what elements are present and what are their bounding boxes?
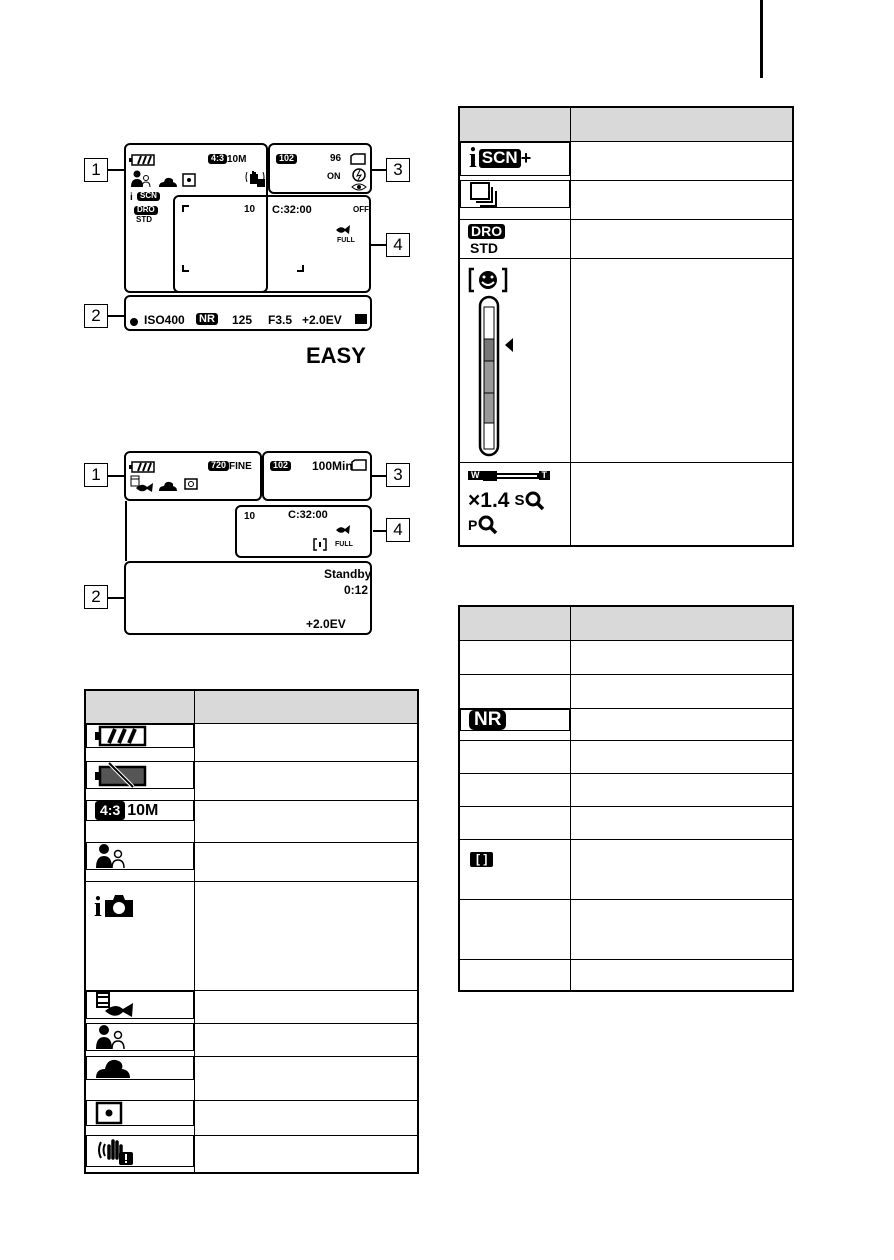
self-timer-text: 10 xyxy=(244,511,256,522)
landscape-icon xyxy=(158,480,178,492)
callout-4: 4 xyxy=(386,233,410,257)
table-row xyxy=(85,723,418,761)
folder-badge: 102 xyxy=(276,154,297,164)
landscape-icon xyxy=(95,1057,131,1079)
shots-text: 96 xyxy=(330,153,342,164)
table-row xyxy=(459,839,793,899)
face-off-text: OFF xyxy=(353,205,369,214)
nr-badge: NR xyxy=(196,313,218,325)
zoom-track xyxy=(497,473,539,479)
table-row xyxy=(459,674,793,708)
memory-card-icon xyxy=(351,459,367,471)
standby-text: Standby xyxy=(324,567,372,581)
full-text: FULL xyxy=(335,541,353,548)
red-eye-icon xyxy=(351,182,367,192)
face-scene-icon xyxy=(130,170,152,188)
ev-text: +2.0EV xyxy=(306,617,346,631)
table-row xyxy=(85,1056,418,1100)
image-size-text: 10M xyxy=(227,154,247,165)
aspect-badge: 4:3 xyxy=(95,801,125,820)
magnifier-icon xyxy=(525,491,545,511)
callout-1: 1 xyxy=(84,158,108,182)
table-row xyxy=(85,990,418,1023)
battery-icon xyxy=(95,725,147,747)
callout-leader xyxy=(373,530,386,532)
table-row xyxy=(459,462,793,546)
af-frame-icon xyxy=(313,538,327,551)
memory-card-icon xyxy=(350,153,366,165)
callout-2: 2 xyxy=(84,304,108,328)
metering-multi-icon xyxy=(184,478,198,490)
magnifier-icon xyxy=(478,515,498,535)
dro-sub-text: STD xyxy=(470,239,498,256)
metering-icon xyxy=(355,314,367,324)
callout-3: 3 xyxy=(386,158,410,182)
callout-leader xyxy=(108,315,124,317)
underwater-icon xyxy=(335,222,351,236)
image-size-text: 10M xyxy=(127,801,159,819)
superior-auto-letter: i xyxy=(469,142,477,174)
table-header xyxy=(459,606,793,640)
shake-warning-icon xyxy=(244,168,266,188)
zoom-w-label: W xyxy=(468,471,483,481)
table-row xyxy=(85,1135,418,1173)
face-scene-icon xyxy=(95,843,127,869)
precision-zoom-letter: P xyxy=(468,516,478,533)
zoom-bar xyxy=(468,469,570,483)
spot-metering-icon xyxy=(182,173,196,187)
area-1-edge xyxy=(125,501,127,561)
left-indicator-table xyxy=(84,689,419,1174)
iso-text: ISO400 xyxy=(144,313,185,327)
table-row xyxy=(459,806,793,839)
dro-badge: DRO xyxy=(134,206,158,215)
table-row xyxy=(459,740,793,773)
movie-underwater-icon xyxy=(130,475,154,493)
callout-leader xyxy=(108,475,124,477)
table-row xyxy=(85,881,418,990)
af-frame-corner xyxy=(297,265,304,272)
dro-badge: DRO xyxy=(468,224,505,239)
battery-icon xyxy=(129,461,155,473)
quality-text: FINE xyxy=(229,461,252,472)
table-row xyxy=(459,773,793,806)
page-edge-line xyxy=(760,0,763,78)
burst-icon xyxy=(469,181,499,207)
af-illuminator-text: ON xyxy=(327,171,341,181)
movie-size-badge: 720 xyxy=(208,461,229,471)
intelligent-auto-letter: i xyxy=(94,891,102,923)
zoom-fill xyxy=(483,471,497,481)
underwater-icon xyxy=(335,522,351,536)
af-frame-badge: [ ] xyxy=(470,852,493,867)
callout-leader xyxy=(108,597,124,599)
battery-icon xyxy=(129,154,155,166)
time-text: 0:12 xyxy=(344,583,369,597)
flash-off-icon xyxy=(352,168,366,182)
full-text: FULL xyxy=(337,237,355,244)
nr-badge: NR xyxy=(469,710,506,731)
recordable-text: C:32:00 xyxy=(272,204,312,216)
callout-leader xyxy=(108,169,124,171)
ev-text: +2.0EV xyxy=(302,313,342,327)
table-header xyxy=(85,690,418,723)
callout-leader xyxy=(372,475,386,477)
smile-shutter-icon xyxy=(468,267,538,457)
table-row xyxy=(85,800,418,842)
callout-2: 2 xyxy=(84,585,108,609)
callout-3: 3 xyxy=(386,463,410,487)
movie-underwater-icon xyxy=(95,992,135,1018)
spot-metering-icon xyxy=(95,1101,123,1125)
af-frame-corner xyxy=(182,205,189,212)
rec-time-text: 100Min xyxy=(312,459,353,473)
easy-label: EASY xyxy=(306,343,366,368)
recordable-text: C:32:00 xyxy=(288,509,328,521)
smart-zoom-letter: S xyxy=(514,492,525,509)
iscn-letter: i xyxy=(130,192,133,203)
table-header xyxy=(459,107,793,141)
callout-leader xyxy=(370,244,386,246)
zoom-readout xyxy=(468,489,570,513)
right-indicator-table-bottom xyxy=(458,605,794,992)
callout-4: 4 xyxy=(386,518,410,542)
table-row xyxy=(459,959,793,991)
table-row xyxy=(459,899,793,959)
scn-badge: SCN xyxy=(479,149,521,168)
aspect-ratio-badge: 4:3 xyxy=(208,154,227,164)
table-row xyxy=(459,258,793,462)
table-row xyxy=(459,141,793,180)
self-timer-text: 10 xyxy=(244,204,256,215)
zoom-ratio-text: ×1.4 xyxy=(468,488,510,512)
callout-leader xyxy=(372,169,386,171)
table-row xyxy=(459,640,793,674)
shake-warning-icon xyxy=(95,1136,135,1166)
face-scene-icon xyxy=(95,1024,127,1050)
low-battery-icon xyxy=(95,762,147,788)
table-row xyxy=(85,842,418,881)
right-indicator-table-top xyxy=(458,106,794,547)
table-row xyxy=(85,1100,418,1135)
table-row xyxy=(459,708,793,740)
iscn-badge: SCN xyxy=(137,192,160,201)
plus-text: + xyxy=(520,148,532,168)
aperture-text: F3.5 xyxy=(268,313,293,327)
dro-sub-text: STD xyxy=(136,215,152,224)
callout-1: 1 xyxy=(84,463,108,487)
table-row xyxy=(85,761,418,800)
folder-badge: 102 xyxy=(270,461,291,471)
table-row xyxy=(459,180,793,219)
landscape-icon xyxy=(158,176,178,188)
af-frame-corner xyxy=(182,265,189,272)
precision-zoom xyxy=(468,515,570,535)
table-row xyxy=(85,1023,418,1056)
table-row xyxy=(459,219,793,258)
camera-icon xyxy=(104,894,134,918)
shutter-text: 125 xyxy=(232,313,253,327)
rec-dot-icon xyxy=(130,318,138,326)
zoom-t-label: T xyxy=(539,471,551,481)
